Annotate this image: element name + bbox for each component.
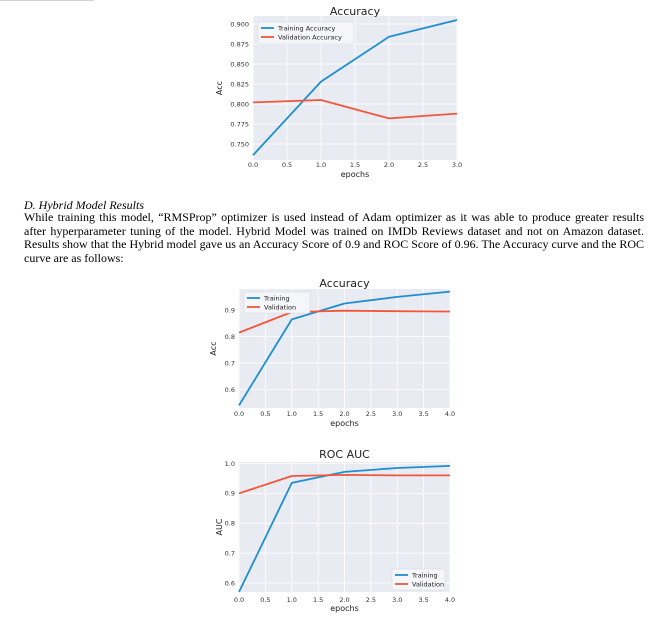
- x-tick-label: 4.0: [444, 596, 456, 604]
- y-axis-label: Acc: [215, 80, 224, 96]
- x-axis-label: epochs: [330, 419, 359, 428]
- x-tick-label: 2.5: [365, 410, 377, 418]
- y-tick-label: 0.7: [224, 359, 235, 368]
- x-axis-label: epochs: [330, 604, 359, 613]
- legend-label-training: Training Accuracy: [278, 24, 336, 33]
- x-tick-label: 1.5: [312, 596, 324, 604]
- legend-label-validation: Validation: [264, 303, 297, 312]
- x-tick-label: 2.0: [339, 596, 350, 604]
- y-tick-label: 0.775: [230, 120, 249, 129]
- section-paragraph: While training this model, “RMSProp” optimizer is used instead of Adam optimizer as it was able to produce greater results after hyperparameter tuning of the model. Hybrid Model was trained on IMDb Reviews dataset and not on Amazon dataset. Results show that the Hybrid model gave us an Accuracy Score of 0.9 and ROC Score of 0.96. The Accuracy curve and the ROC curve are as follows:: [24, 210, 644, 265]
- chart-title: ROC AUC: [319, 448, 370, 461]
- y-tick-label: 0.8: [224, 332, 235, 341]
- x-tick-label: 1.0: [315, 161, 327, 169]
- x-tick-label: 2.5: [365, 596, 377, 604]
- x-tick-label: 1.5: [349, 161, 361, 169]
- x-tick-label: 1.5: [312, 410, 324, 418]
- y-axis-label: Acc: [209, 341, 218, 356]
- x-tick-label: 0.0: [233, 596, 245, 604]
- y-tick-label: 1.0: [224, 459, 235, 468]
- x-tick-label: 3.5: [418, 596, 429, 604]
- y-tick-label: 0.900: [230, 20, 249, 29]
- x-tick-label: 0.5: [260, 596, 271, 604]
- x-tick-label: 3.0: [392, 410, 403, 418]
- x-tick-label: 3.0: [451, 161, 463, 169]
- x-tick-label: 1.0: [286, 410, 297, 418]
- x-tick-label: 0.0: [247, 161, 259, 169]
- y-tick-label: 0.875: [230, 40, 249, 49]
- chart-title: Accuracy: [319, 277, 370, 290]
- x-tick-label: 2.0: [339, 410, 350, 418]
- x-tick-label: 0.5: [260, 410, 271, 418]
- legend-label-validation: Validation: [412, 580, 445, 589]
- x-tick-label: 3.0: [392, 596, 403, 604]
- y-tick-label: 0.800: [230, 100, 249, 109]
- chart-title: Accuracy: [329, 5, 381, 18]
- y-tick-label: 0.850: [230, 60, 249, 69]
- x-tick-label: 1.0: [286, 596, 297, 604]
- y-tick-label: 0.825: [230, 80, 249, 89]
- x-axis-label: epochs: [340, 170, 370, 179]
- y-axis-label: AUC: [215, 518, 224, 536]
- x-tick-label: 2.0: [383, 161, 395, 169]
- x-tick-label: 4.0: [444, 410, 456, 418]
- x-tick-label: 0.5: [281, 161, 293, 169]
- y-tick-label: 0.8: [224, 519, 235, 528]
- x-tick-label: 0.0: [233, 410, 245, 418]
- legend-label-training: Training: [412, 571, 438, 580]
- y-tick-label: 0.6: [224, 385, 235, 394]
- legend-label-validation: Validation Accuracy: [278, 33, 342, 42]
- y-tick-label: 0.9: [224, 489, 235, 498]
- legend-label-training: Training: [264, 294, 290, 303]
- y-tick-label: 0.750: [230, 140, 249, 149]
- x-tick-label: 3.5: [418, 410, 429, 418]
- y-tick-label: 0.6: [224, 579, 235, 588]
- x-tick-label: 2.5: [417, 161, 429, 169]
- y-tick-label: 0.9: [224, 306, 235, 315]
- y-tick-label: 0.7: [224, 549, 235, 558]
- section-heading: D. Hybrid Model Results: [24, 198, 144, 212]
